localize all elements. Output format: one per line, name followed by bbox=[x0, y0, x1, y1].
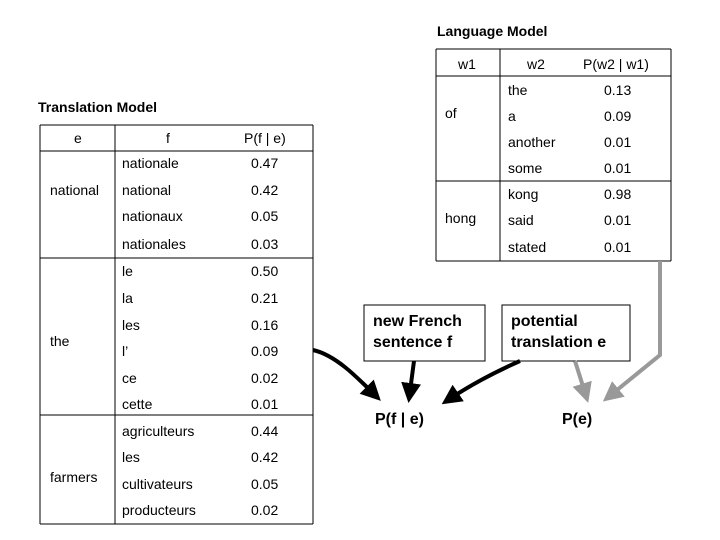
language-header-w2: w2 bbox=[527, 56, 545, 72]
language-p: 0.01 bbox=[604, 134, 632, 150]
translation-f: le bbox=[122, 263, 133, 279]
french-sentence-label bbox=[373, 311, 462, 353]
translation-f: nationale bbox=[122, 155, 179, 171]
french-line-1: new French bbox=[373, 313, 462, 330]
translation-p: 0.44 bbox=[251, 423, 279, 439]
language-p: 0.01 bbox=[604, 160, 632, 176]
language-w2: stated bbox=[508, 239, 547, 255]
translation-f: national bbox=[122, 182, 172, 198]
language-w2: a bbox=[508, 108, 516, 124]
translation-f: producteurs bbox=[122, 502, 196, 518]
language-table-lines bbox=[436, 49, 671, 261]
translation-label bbox=[511, 311, 606, 353]
translation-p: 0.42 bbox=[251, 182, 279, 198]
pfe-label: P(f | e) bbox=[375, 411, 424, 428]
language-p: 0.01 bbox=[604, 212, 632, 228]
translation-line-1: potential bbox=[511, 313, 578, 330]
language-p: 0.01 bbox=[604, 239, 632, 255]
translation-f: ce bbox=[122, 370, 137, 386]
language-p: 0.09 bbox=[604, 108, 632, 124]
arrow-french-to-pfe bbox=[409, 361, 414, 399]
language-w2: the bbox=[508, 82, 528, 98]
translation-p: 0.03 bbox=[251, 236, 279, 252]
translation-p: 0.47 bbox=[251, 155, 279, 171]
language-p: 0.13 bbox=[604, 82, 632, 98]
translation-f: les bbox=[122, 317, 140, 333]
arrow-candidate-to-pfe bbox=[445, 361, 520, 402]
translation-f: les bbox=[122, 449, 140, 465]
language-w1-of: of bbox=[445, 105, 457, 121]
french-line-2: sentence f bbox=[373, 334, 453, 351]
language-w1-hong: hong bbox=[445, 210, 477, 226]
translation-p: 0.05 bbox=[251, 476, 279, 492]
language-w2: some bbox=[508, 160, 543, 176]
translation-p: 0.50 bbox=[251, 263, 279, 279]
translation-f: nationales bbox=[122, 236, 186, 252]
translation-f: cultivateurs bbox=[122, 476, 193, 492]
translation-line-2: translation e bbox=[511, 334, 607, 351]
translation-p: 0.21 bbox=[251, 290, 279, 306]
translation-p: 0.09 bbox=[251, 343, 279, 359]
translation-p: 0.42 bbox=[251, 449, 279, 465]
language-header-w1: w1 bbox=[458, 56, 476, 72]
translation-e-farmers: farmers bbox=[50, 469, 98, 485]
language-model-title: Language Model bbox=[437, 23, 548, 39]
pe-label: P(e) bbox=[562, 411, 593, 428]
arrow-candidate-to-pe bbox=[575, 361, 587, 399]
translation-e-the: the bbox=[50, 333, 70, 349]
translation-f: cette bbox=[122, 396, 153, 412]
translation-header-p: P(f | e) bbox=[244, 130, 286, 146]
language-p: 0.98 bbox=[604, 186, 632, 202]
translation-header-e: e bbox=[74, 130, 82, 146]
language-w2: another bbox=[508, 134, 556, 150]
translation-f: la bbox=[122, 290, 133, 306]
language-header-p: P(w2 | w1) bbox=[583, 56, 649, 72]
translation-f: nationaux bbox=[122, 208, 183, 224]
translation-p: 0.02 bbox=[251, 370, 279, 386]
translation-p: 0.01 bbox=[251, 396, 279, 412]
language-w2: said bbox=[508, 212, 534, 228]
translation-p: 0.02 bbox=[251, 502, 279, 518]
translation-f: agriculteurs bbox=[122, 423, 195, 439]
translation-p: 0.16 bbox=[251, 317, 279, 333]
translation-model-title: Translation Model bbox=[38, 99, 158, 115]
translation-header-f: f bbox=[166, 130, 170, 146]
language-w2: kong bbox=[508, 186, 539, 202]
translation-e-national: national bbox=[50, 182, 100, 198]
translation-p: 0.05 bbox=[251, 208, 279, 224]
translation-f: l’ bbox=[122, 343, 129, 359]
